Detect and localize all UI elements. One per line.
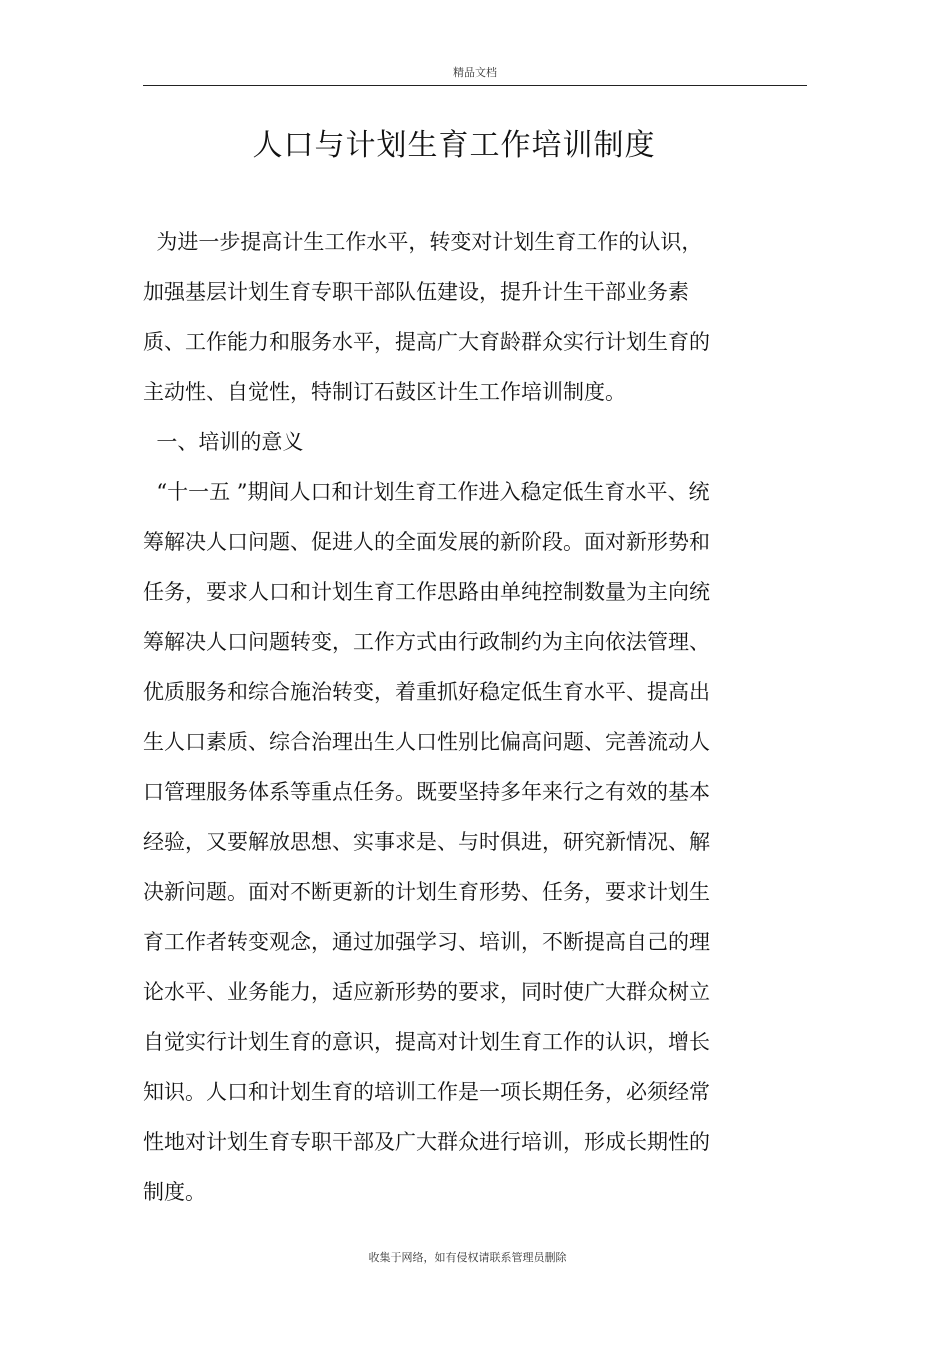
- body-line: 为进一步提高计生工作水平，转变对计划生育工作的认识，: [143, 230, 703, 254]
- body-line: 论水平、业务能力，适应新形势的要求，同时使广大群众树立: [143, 980, 710, 1004]
- body-line: 筹解决人口问题、促进人的全面发展的新阶段。面对新形势和: [143, 530, 710, 554]
- body-line: “十一五 ”期间人口和计划生育工作进入稳定低生育水平、统: [143, 480, 710, 504]
- body-line: 主动性、自觉性，特制订石鼓区计生工作培训制度。: [143, 380, 626, 404]
- body-line: 加强基层计划生育专职干部队伍建设，提升计生干部业务素: [143, 280, 689, 304]
- body-line: 知识。人口和计划生育的培训工作是一项长期任务，必须经常: [143, 1080, 710, 1104]
- body-line: 质、工作能力和服务水平，提高广大育龄群众实行计划生育的: [143, 330, 710, 354]
- page-header: 精品文档: [453, 66, 497, 79]
- body-line: 生人口素质、综合治理出生人口性别比偏高问题、完善流动人: [143, 730, 710, 754]
- page-footer: 收集于网络，如有侵权请联系管理员删除: [368, 1251, 567, 1264]
- section-heading: 一、培训的意义: [143, 430, 304, 454]
- body-line: 经验，又要解放思想、实事求是、与时俱进，研究新情况、解: [143, 830, 710, 854]
- body-line: 任务，要求人口和计划生育工作思路由单纯控制数量为主向统: [143, 580, 710, 604]
- body-line: 口管理服务体系等重点任务。既要坚持多年来行之有效的基本: [143, 780, 710, 804]
- body-line: 决新问题。面对不断更新的计划生育形势、任务，要求计划生: [143, 880, 710, 904]
- body-line: 育工作者转变观念，通过加强学习、培训，不断提高自己的理: [143, 930, 710, 954]
- body-line: 自觉实行计划生育的意识，提高对计划生育工作的认识，增长: [143, 1030, 710, 1054]
- body-line: 优质服务和综合施治转变，着重抓好稳定低生育水平、提高出: [143, 680, 710, 704]
- body-line: 筹解决人口问题转变，工作方式由行政制约为主向依法管理、: [143, 630, 710, 654]
- body-line: 制度。: [143, 1180, 206, 1204]
- header-divider: [143, 85, 807, 86]
- document-title: 人口与计划生育工作培训制度: [252, 128, 656, 163]
- body-line: 性地对计划生育专职干部及广大群众进行培训，形成长期性的: [143, 1130, 710, 1154]
